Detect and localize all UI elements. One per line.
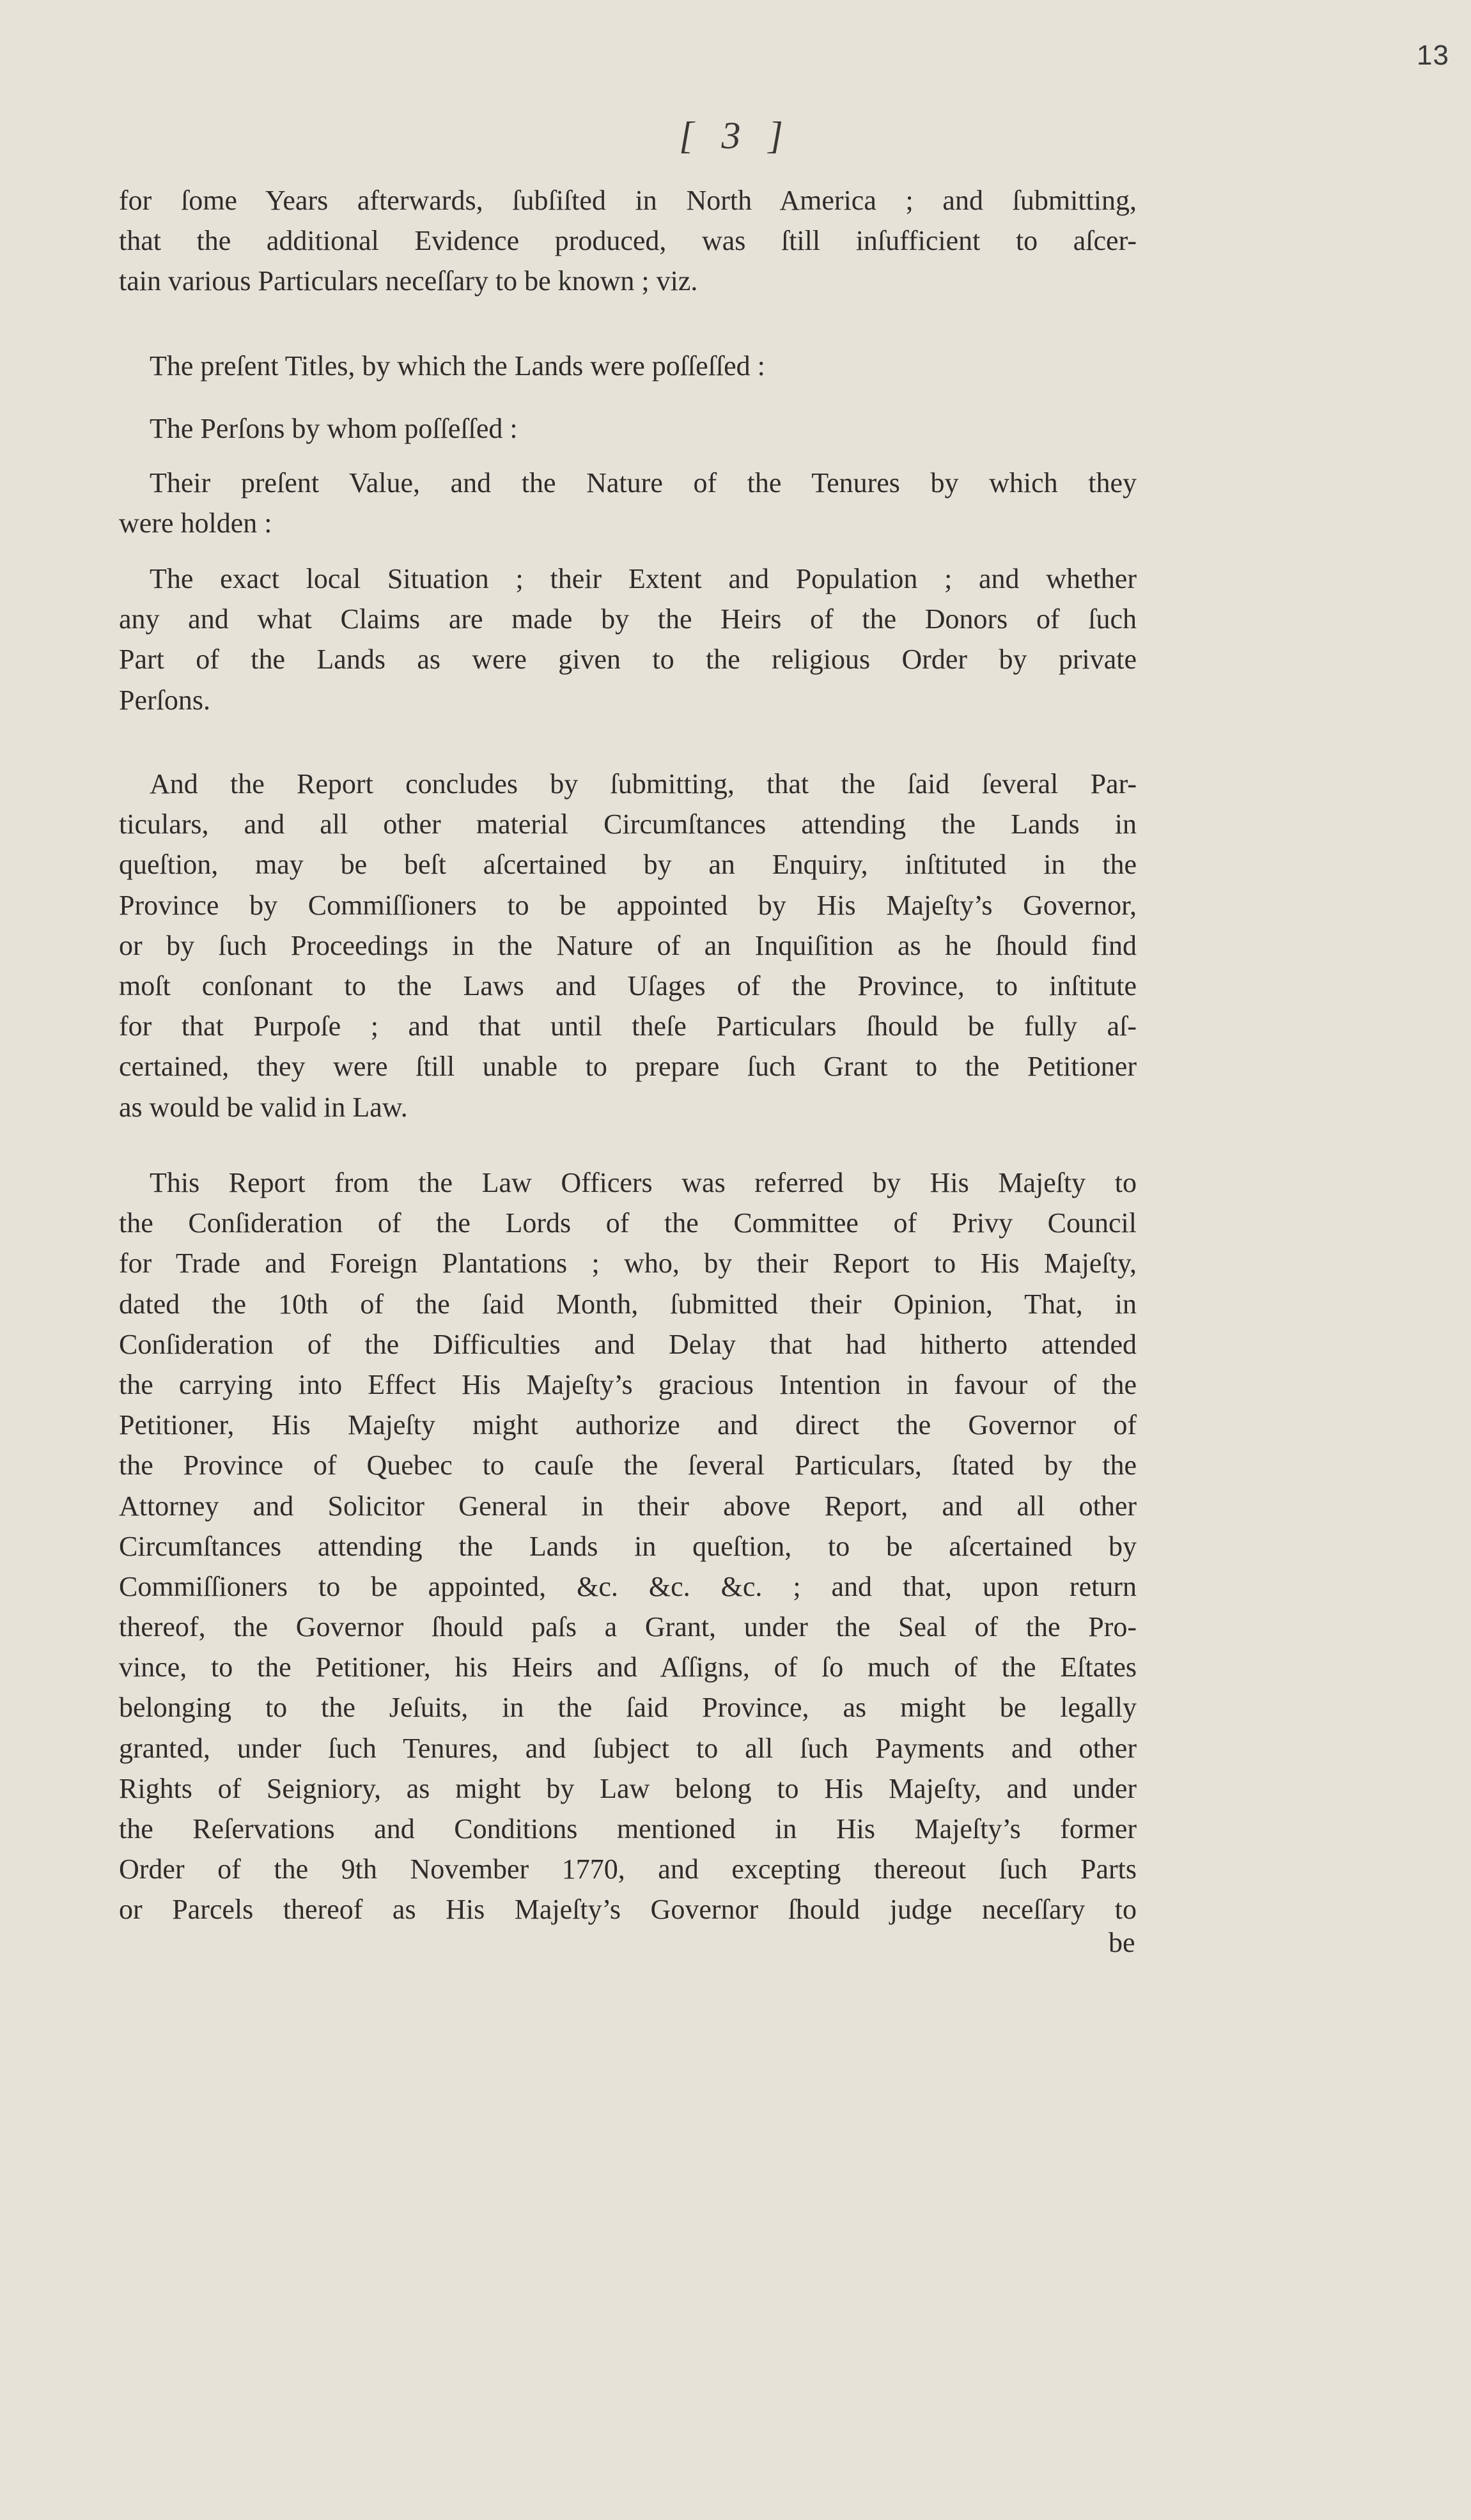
text-line: for Trade and Foreign Plantations ; who, by their Report to His Majeſty, bbox=[119, 1248, 1137, 1279]
text-line: the Province of Quebec to cauſe the ſeveral Particulars, ſtated by the bbox=[119, 1449, 1137, 1481]
text-block-6 bbox=[119, 764, 1137, 1127]
text-line: the Reſervations and Conditions mentioned in His Majeſty’s former bbox=[119, 1813, 1137, 1844]
text-line: or by ſuch Proceedings in the Nature of an Inquiſition as he ſhould find bbox=[119, 929, 1137, 961]
text-line: Perſons. bbox=[119, 684, 210, 716]
text-block-4 bbox=[119, 463, 1137, 543]
text-block-7 bbox=[119, 1163, 1137, 1930]
text-line: The exact local Situation ; their Extent and Population ; and whether bbox=[150, 563, 1137, 594]
text-line: that the additional Evidence produced, was ſtill inſufficient to aſcer- bbox=[119, 225, 1137, 257]
text-line: queſtion, may be beſt aſcertained by an Enquiry, inſtituted in the bbox=[119, 849, 1137, 881]
text-line: Commiſſioners to be appointed, &c. &c. &c. ; and that, upon return bbox=[119, 1570, 1137, 1602]
text-line: Order of the 9th November 1770, and excepting thereout ſuch Parts bbox=[119, 1853, 1137, 1885]
text-line: belonging to the Jeſuits, in the ſaid Province, as might be legally bbox=[119, 1692, 1137, 1724]
text-line: the carrying into Effect His Majeſty’s gracious Intention in favour of the bbox=[119, 1368, 1137, 1400]
text-line: vince, to the Petitioner, his Heirs and Aſſigns, of ſo much of the Eſtates bbox=[119, 1651, 1137, 1683]
text-block-5 bbox=[119, 559, 1137, 720]
page-header: [ 3 ] bbox=[679, 114, 792, 157]
text-line: Their preſent Value, and the Nature of the Tenures by which they bbox=[150, 467, 1137, 499]
scan-page-number: 13 bbox=[1417, 40, 1449, 71]
catchword: be bbox=[1109, 1927, 1135, 1958]
text-line: for that Purpoſe ; and that until theſe Particulars ſhould be fully aſ- bbox=[119, 1010, 1137, 1042]
text-line: And the Report concludes by ſubmitting, that the ſaid ſeveral Par- bbox=[150, 768, 1137, 800]
text-line: tain various Particulars neceſſary to be known ; viz. bbox=[119, 265, 698, 297]
text-line: or Parcels thereof as His Majeſty’s Governor ſhould judge neceſſary to bbox=[119, 1894, 1137, 1926]
text-block-2 bbox=[119, 346, 1137, 386]
text-line: the Conſideration of the Lords of the Committee of Privy Council bbox=[119, 1207, 1137, 1239]
text-line: Conſideration of the Difficulties and Delay that had hitherto attended bbox=[119, 1328, 1137, 1360]
text-block-3 bbox=[119, 408, 1137, 449]
text-line: as would be valid in Law. bbox=[119, 1091, 408, 1123]
text-line: for ſome Years afterwards, ſubſiſted in North America ; and ſubmitting, bbox=[119, 185, 1137, 216]
text-line: Petitioner, His Majeſty might authorize and direct the Governor of bbox=[119, 1409, 1137, 1441]
text-line: The preſent Titles, by which the Lands were poſſeſſed : bbox=[150, 350, 765, 382]
text-line: Part of the Lands as were given to the religious Order by private bbox=[119, 644, 1137, 676]
text-line: Circumſtances attending the Lands in queſtion, to be aſcertained by bbox=[119, 1530, 1137, 1562]
text-line: Province by Commiſſioners to be appointed by His Majeſty’s Governor, bbox=[119, 889, 1137, 921]
text-line: any and what Claims are made by the Heirs of the Donors of ſuch bbox=[119, 603, 1137, 635]
text-line: moſt conſonant to the Laws and Uſages of the Province, to inſtitute bbox=[119, 970, 1137, 1001]
text-line: ticulars, and all other material Circumſtances attending the Lands in bbox=[119, 808, 1137, 840]
text-line: thereof, the Governor ſhould paſs a Grant, under the Seal of the Pro- bbox=[119, 1611, 1137, 1643]
text-line: This Report from the Law Officers was referred by His Majeſty to bbox=[150, 1167, 1137, 1198]
text-line: Rights of Seigniory, as might by Law belong to His Majeſty, and under bbox=[119, 1772, 1137, 1804]
text-line: Attorney and Solicitor General in their above Report, and all other bbox=[119, 1490, 1137, 1522]
text-line: dated the 10th of the ſaid Month, ſubmitted their Opinion, That, in bbox=[119, 1288, 1137, 1320]
text-line: certained, they were ſtill unable to prepare ſuch Grant to the Petitioner bbox=[119, 1051, 1137, 1083]
text-line: The Perſons by whom poſſeſſed : bbox=[150, 413, 518, 444]
text-block-1 bbox=[119, 180, 1137, 302]
text-line: granted, under ſuch Tenures, and ſubject to all ſuch Payments and other bbox=[119, 1732, 1137, 1764]
text-line: were holden : bbox=[119, 507, 272, 539]
